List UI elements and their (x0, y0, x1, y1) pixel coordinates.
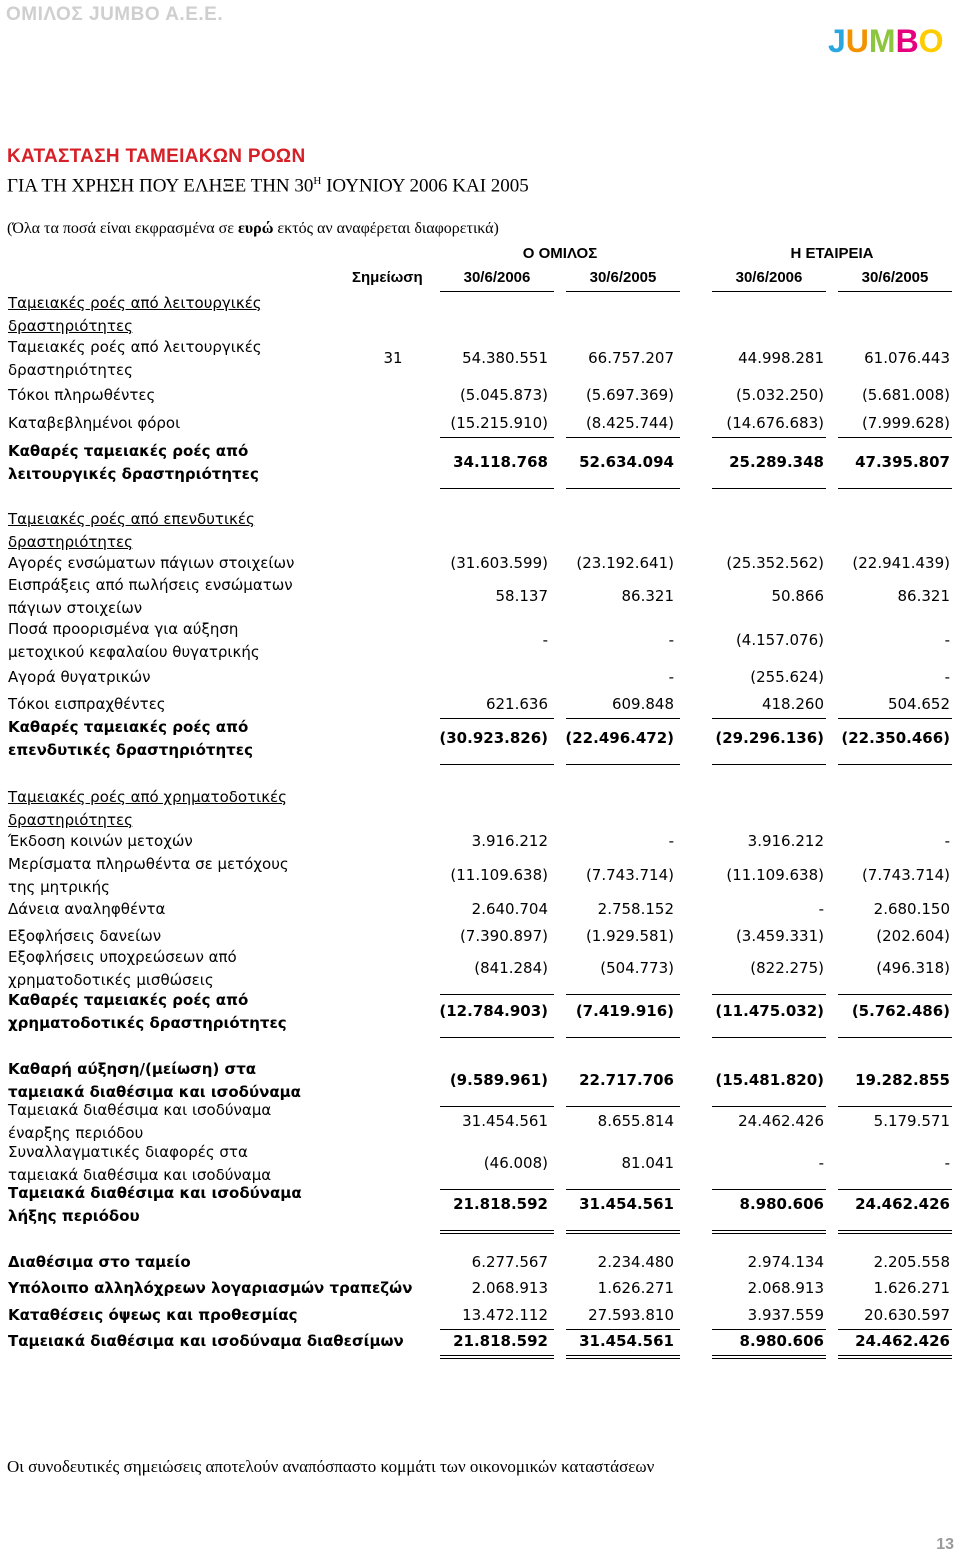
currency-note: (Όλα τα ποσά είναι εκφρασμένα σε ευρώ εκτός αν αναφέρεται διαφορετικά) (7, 220, 499, 237)
value-cell: 31.454.561 (579, 1331, 674, 1350)
value-cell: 24.462.426 (855, 1195, 950, 1213)
row-label-line: Ταμειακά διαθέσιμα και ισοδύναμα διαθεσίμων (8, 1332, 404, 1350)
column-header-company-2006: 30/6/2006 (735, 269, 803, 286)
value-cell: 609.848 (611, 694, 674, 713)
row-label-line: ταμειακά διαθέσιμα και ισοδύναμα (8, 1083, 301, 1101)
row-label (8, 1251, 191, 1274)
report-subtitle: ΓΙΑ ΤΗ ΧΡΗΣΗ ΠΟΥ ΕΛΗΞΕ ΤΗΝ $30^H$ ΙΟΥΝΙΟΥ 2006 ΚΑΙ 2005 (7, 175, 529, 197)
row-label-line: της μητρικής (8, 878, 110, 896)
total-rule (566, 1233, 680, 1234)
table-row (0, 1251, 960, 1274)
value-cell: 1.626.271 (873, 1278, 950, 1297)
row-label (8, 1304, 298, 1327)
value-cell: (30.923.826) (439, 729, 548, 747)
row-label-line: Ταμειακές ροές από επενδυτικές (8, 510, 255, 528)
row-label (8, 508, 255, 554)
value-cell: - (818, 1154, 824, 1172)
table-row (0, 1099, 960, 1145)
value-cell: 621.636 (485, 694, 548, 713)
total-rule (566, 488, 680, 489)
total-rule (440, 1037, 554, 1038)
table-row (0, 830, 960, 853)
section-heading (0, 786, 960, 832)
row-label-line: Εξοφλήσεις δανείων (8, 927, 162, 945)
value-cell: 3.916.212 (471, 831, 548, 850)
table-row (0, 1304, 960, 1327)
value-cell: (9.589.961) (449, 1071, 548, 1089)
value-cell: 54.380.551 (462, 349, 548, 367)
value-cell: (15.215.910) (450, 413, 548, 432)
row-label (8, 1330, 404, 1353)
value-cell: 61.076.443 (864, 349, 950, 367)
row-label (8, 384, 155, 407)
value-cell: 19.282.855 (855, 1071, 950, 1089)
value-cell: 50.866 (771, 587, 824, 605)
row-label-line: Καθαρές ταμειακές ροές από (8, 991, 249, 1009)
row-label-line: Συναλλαγματικές διαφορές στα (8, 1143, 248, 1161)
row-label (8, 440, 259, 486)
table-row (0, 618, 960, 664)
value-cell: 25.289.348 (729, 453, 824, 471)
value-cell: (23.192.641) (576, 553, 674, 572)
value-cell: (25.352.562) (726, 553, 824, 572)
value-cell: 2.068.913 (747, 1278, 824, 1297)
value-cell: 21.818.592 (453, 1331, 548, 1350)
value-cell: 8.980.606 (739, 1331, 824, 1350)
row-label-line: Αγορές ενσώματων πάγιων στοιχείων (8, 554, 295, 572)
value-cell: 2.758.152 (597, 899, 674, 918)
row-label (8, 292, 262, 338)
total-rule (712, 1355, 826, 1356)
value-cell: (504.773) (600, 959, 674, 977)
value-cell: 2.680.150 (873, 899, 950, 918)
group-header-company: Η ΕΤΑΙΡΕΙΑ (790, 245, 874, 262)
value-cell: 86.321 (621, 587, 674, 605)
row-label (8, 574, 293, 620)
row-label-line: Ταμειακές ροές από λειτουργικές (8, 294, 262, 312)
row-label-line: μετοχικού κεφαλαίου θυγατρικής (8, 643, 260, 661)
row-label-line: Εισπράξεις από πωλήσεις ενσώματων (8, 576, 293, 594)
value-cell: (11.109.638) (450, 866, 548, 884)
row-label-line: λειτουργικές δραστηριότητες (8, 465, 259, 483)
row-label (8, 693, 166, 716)
row-label-line: Ταμειακές ροές από λειτουργικές (8, 338, 262, 356)
row-label (8, 946, 237, 992)
value-cell: 66.757.207 (588, 349, 674, 367)
total-rule (712, 488, 826, 489)
row-label-line: δραστηριότητες (8, 533, 133, 551)
value-cell: - (944, 631, 950, 649)
row-label-line: Ταμειακές ροές από χρηματοδοτικές (8, 788, 287, 806)
row-label-line: χρηματοδοτικές δραστηριότητες (8, 1014, 287, 1032)
value-cell: (822.275) (750, 959, 824, 977)
row-label-line: Ποσά προορισμένα για αύξηση (8, 620, 239, 638)
value-cell: (7.419.916) (575, 1002, 674, 1020)
value-cell: 8.655.814 (597, 1112, 674, 1130)
table-row (0, 552, 960, 575)
value-cell: (11.109.638) (726, 866, 824, 884)
value-cell: 2.974.134 (747, 1252, 824, 1271)
row-label-line: Εξοφλήσεις υποχρεώσεων από (8, 948, 237, 966)
value-cell: - (668, 667, 674, 686)
value-cell: (22.941.439) (852, 553, 950, 572)
footer-note: Οι συνοδευτικές σημειώσεις αποτελούν αναπόσπαστο κομμάτι των οικονομικών καταστάσεων (7, 1457, 655, 1476)
value-cell: 24.462.426 (855, 1331, 950, 1350)
row-label-line: Αγορά θυγατρικών (8, 668, 151, 686)
total-rule (712, 437, 826, 438)
value-cell: 52.634.094 (579, 453, 674, 471)
table-row (0, 925, 960, 948)
table-row (0, 336, 960, 382)
row-label-line: έναρξης περιόδου (8, 1124, 144, 1142)
value-cell: 58.137 (495, 587, 548, 605)
table-row (0, 1330, 960, 1353)
value-cell: 6.277.567 (471, 1252, 548, 1271)
group-header-company-group: Ο ΟΜΙΛΟΣ (522, 245, 598, 262)
value-cell: 47.395.807 (855, 453, 950, 471)
row-label-line: ταμειακά διαθέσιμα και ισοδύναμα (8, 1166, 272, 1184)
value-cell: 20.630.597 (864, 1305, 950, 1324)
total-rule (566, 1037, 680, 1038)
value-cell: - (818, 899, 824, 918)
value-cell: 81.041 (621, 1154, 674, 1172)
total-rule (838, 1358, 952, 1359)
value-cell: 504.652 (887, 694, 950, 713)
value-cell: 44.998.281 (738, 349, 824, 367)
total-rule (440, 1355, 554, 1356)
total-rule (712, 1230, 826, 1231)
value-cell: 8.980.606 (739, 1195, 824, 1213)
row-label (8, 412, 180, 435)
value-cell: 24.462.426 (738, 1112, 824, 1130)
value-cell: (12.784.903) (439, 1002, 548, 1020)
total-rule (566, 437, 680, 438)
svg-text:JUMBO: JUMBO (828, 23, 944, 59)
table-row (0, 989, 960, 1035)
value-cell: 418.260 (761, 694, 824, 713)
table-row (0, 666, 960, 689)
row-label (8, 1058, 301, 1104)
table-row (0, 946, 960, 992)
value-cell: (22.350.466) (841, 729, 950, 747)
total-rule (566, 764, 680, 765)
table-row (0, 1141, 960, 1187)
row-label-line: Καθαρές ταμειακές ροές από (8, 718, 249, 736)
total-rule (838, 764, 952, 765)
page-number: 13 (936, 1536, 954, 1553)
table-row (0, 693, 960, 716)
row-label-line: Ταμειακά διαθέσιμα και ισοδύναμα (8, 1184, 302, 1202)
value-cell: (202.604) (876, 926, 950, 945)
value-cell: (4.157.076) (735, 631, 824, 649)
row-label-line: Έκδοση κοινών μετοχών (8, 832, 193, 850)
row-label-line: Διαθέσιμα στο ταμείο (8, 1253, 191, 1271)
row-label (8, 853, 289, 899)
total-rule (712, 1358, 826, 1359)
row-label-line: πάγιων στοιχείων (8, 599, 143, 617)
table-row (0, 716, 960, 762)
total-rule (440, 1230, 554, 1231)
total-rule (712, 1037, 826, 1038)
value-cell: - (944, 667, 950, 686)
value-cell: 2.640.704 (471, 899, 548, 918)
value-cell: 27.593.810 (588, 1305, 674, 1324)
value-cell: 2.068.913 (471, 1278, 548, 1297)
value-cell: - (668, 831, 674, 850)
total-rule (838, 1355, 952, 1356)
total-rule (838, 437, 952, 438)
total-rule (440, 764, 554, 765)
value-cell: 1.626.271 (597, 1278, 674, 1297)
row-label-line: δραστηριότητες (8, 811, 133, 829)
value-cell: (14.676.683) (726, 413, 824, 432)
value-cell: 31.454.561 (579, 1195, 674, 1213)
column-header-company-2005: 30/6/2005 (861, 269, 929, 286)
table-row (0, 1182, 960, 1228)
column-header-group-2005: 30/6/2005 (589, 269, 657, 286)
total-rule (440, 1233, 554, 1234)
value-cell: (255.624) (750, 667, 824, 686)
value-cell: (8.425.744) (585, 413, 674, 432)
row-label (8, 666, 151, 689)
value-cell: 34.118.768 (453, 453, 548, 471)
row-label-line: Καθαρές ταμειακές ροές από (8, 442, 249, 460)
row-label-line: Τόκοι πληρωθέντες (8, 386, 156, 404)
value-cell: (7.999.628) (861, 413, 950, 432)
value-cell: (841.284) (474, 959, 548, 977)
value-cell: (5.697.369) (585, 385, 674, 404)
total-rule (440, 437, 554, 438)
row-label (8, 552, 294, 575)
total-rule (566, 1230, 680, 1231)
row-label-line: Υπόλοιπο αλληλόχρεων λογαριασμών τραπεζών (8, 1279, 413, 1297)
row-label (8, 786, 287, 832)
value-cell: 22.717.706 (579, 1071, 674, 1089)
value-cell: 3.916.212 (747, 831, 824, 850)
value-cell: (7.390.897) (459, 926, 548, 945)
row-label-line: λήξης περιόδου (8, 1207, 140, 1225)
row-label-line: χρηματοδοτικές μισθώσεις (8, 971, 214, 989)
total-rule (838, 488, 952, 489)
row-label-line: Τόκοι εισπραχθέντες (8, 695, 166, 713)
row-label-line: δραστηριότητες (8, 317, 133, 335)
value-cell: 31.454.561 (462, 1112, 548, 1130)
row-label-line: δραστηριότητες (8, 361, 133, 379)
row-label-line: Μερίσματα πληρωθέντα σε μετόχους (8, 855, 289, 873)
value-cell: (1.929.581) (585, 926, 674, 945)
row-label-line: Καταθέσεις όψεως και προθεσμίας (8, 1306, 298, 1324)
row-label (8, 1099, 271, 1145)
section-heading (0, 292, 960, 338)
value-cell: - (668, 631, 674, 649)
table-row (0, 853, 960, 899)
row-label (8, 925, 161, 948)
value-cell: - (944, 1154, 950, 1172)
table-row (0, 898, 960, 921)
total-rule (838, 1233, 952, 1234)
row-label (8, 336, 262, 382)
note-ref: 31 (383, 349, 403, 367)
row-label (8, 830, 193, 853)
value-cell: (31.603.599) (450, 553, 548, 572)
table-row (0, 1058, 960, 1104)
value-cell: (5.032.250) (735, 385, 824, 404)
value-cell: 13.472.112 (462, 1305, 548, 1324)
row-label-line: Δάνεια αναληφθέντα (8, 900, 166, 918)
row-label-line: επενδυτικές δραστηριότητες (8, 741, 253, 759)
row-label-line: Ταμειακά διαθέσιμα και ισοδύναμα (8, 1101, 272, 1119)
total-rule (566, 1358, 680, 1359)
row-label (8, 716, 253, 762)
total-rule (712, 1233, 826, 1234)
row-label-line: Καταβεβλημένοι φόροι (8, 414, 181, 432)
row-label (8, 989, 287, 1035)
value-cell: (7.743.714) (861, 866, 950, 884)
table-row (0, 412, 960, 435)
value-cell: 86.321 (897, 587, 950, 605)
table-row (0, 574, 960, 620)
value-cell: 3.937.559 (747, 1305, 824, 1324)
row-label (8, 1277, 412, 1300)
value-cell: 2.205.558 (873, 1252, 950, 1271)
value-cell: (22.496.472) (565, 729, 674, 747)
total-rule (440, 1358, 554, 1359)
value-cell: (11.475.032) (715, 1002, 824, 1020)
row-label (8, 1182, 302, 1228)
value-cell: (15.481.820) (715, 1071, 824, 1089)
value-cell: (496.318) (876, 959, 950, 977)
value-cell: 2.234.480 (597, 1252, 674, 1271)
column-header-group-2006: 30/6/2006 (463, 269, 531, 286)
row-label-line: Καθαρή αύξηση/(μείωση) στα (8, 1060, 257, 1078)
value-cell: 21.818.592 (453, 1195, 548, 1213)
company-header: ΟΜΙΛΟΣ JUMBO A.E.E. (6, 4, 224, 25)
value-cell: (29.296.136) (715, 729, 824, 747)
total-rule (440, 488, 554, 489)
value-cell: (5.762.486) (851, 1002, 950, 1020)
value-cell: (46.008) (483, 1154, 548, 1172)
total-rule (566, 1355, 680, 1356)
row-label (8, 898, 165, 921)
value-cell: - (944, 831, 950, 850)
value-cell: (5.045.873) (459, 385, 548, 404)
value-cell: (7.743.714) (585, 866, 674, 884)
value-cell: 5.179.571 (873, 1112, 950, 1130)
row-label (8, 618, 260, 664)
column-header-note: Σημείωση (352, 269, 423, 286)
jumbo-logo (826, 18, 954, 60)
total-rule (838, 1037, 952, 1038)
value-cell: (3.459.331) (735, 926, 824, 945)
value-cell: (5.681.008) (861, 385, 950, 404)
total-rule (712, 764, 826, 765)
row-label (8, 1141, 271, 1187)
report-title: ΚΑΤΑΣΤΑΣΗ ΤΑΜΕΙΑΚΩΝ ΡΟΩΝ (7, 146, 306, 167)
table-row (0, 384, 960, 407)
total-rule (838, 1230, 952, 1231)
table-row (0, 440, 960, 486)
section-heading (0, 508, 960, 554)
value-cell: - (542, 631, 548, 649)
table-row (0, 1277, 960, 1300)
